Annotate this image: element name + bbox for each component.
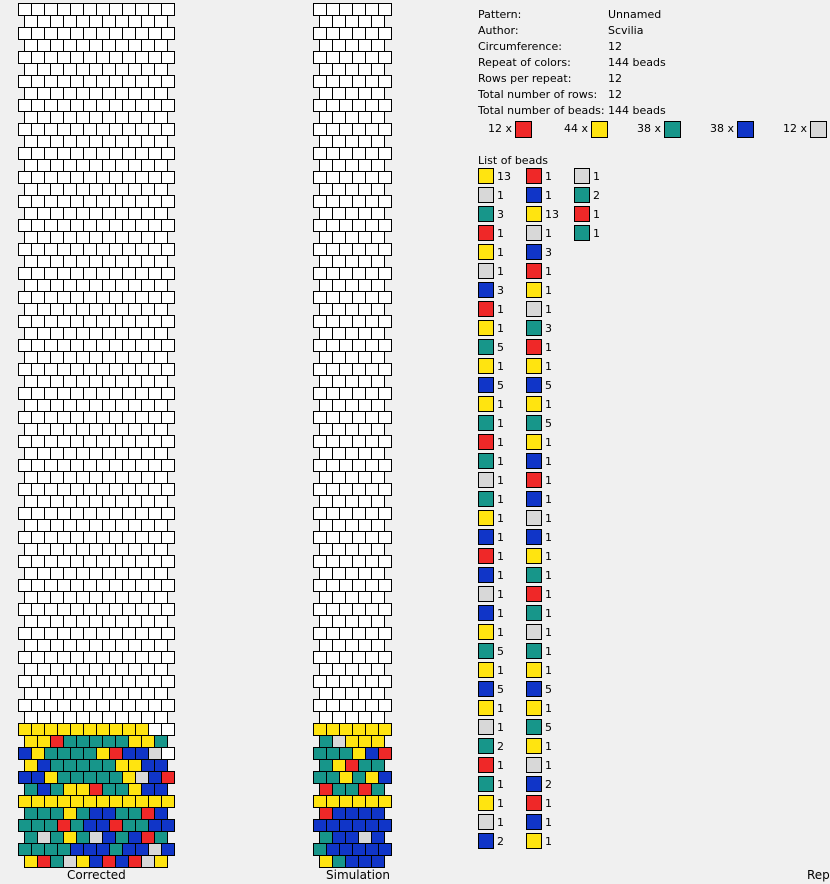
bead-list-item [574,168,600,184]
bead-swatch-yellow [478,795,494,811]
color-swatch [591,121,608,138]
bead [128,855,142,868]
bead-swatch-red [478,225,494,241]
info-value: 12 [608,40,622,53]
bead-swatch-gray [526,757,542,773]
bead-count: 1 [497,797,504,810]
color-count-red [488,120,532,138]
bead-count: 5 [545,379,552,392]
bead-list-item [526,377,552,393]
bead-count: 2 [545,778,552,791]
bead-count: 1 [497,569,504,582]
bead-count: 1 [497,512,504,525]
bead-list-item [478,320,504,336]
bead-swatch-blue [478,567,494,583]
bead-count: 1 [545,740,552,753]
bead-list-item [526,491,552,507]
bead-list-item [526,643,552,659]
bead-count: 1 [545,189,552,202]
bead-list-item [478,586,504,602]
bead-count: 1 [497,626,504,639]
info-label: Circumference: [478,40,562,53]
bead-list-item [526,624,552,640]
bead-list-item [526,415,552,431]
bead-swatch-teal [478,491,494,507]
bead-swatch-gray [478,719,494,735]
bead-count: 1 [545,702,552,715]
bead-list-item [478,510,504,526]
bead-count: 1 [497,436,504,449]
bead-list-item [574,206,600,222]
bead-list-item [526,662,552,678]
bead-swatch-red [478,301,494,317]
bead-swatch-gray [478,586,494,602]
bead-swatch-blue [478,833,494,849]
info-label: Total number of beads: [478,104,605,117]
bead-swatch-gray [526,225,542,241]
bead-swatch-teal [478,415,494,431]
bead-count: 1 [545,436,552,449]
bead-swatch-blue [478,605,494,621]
bead-swatch-yellow [526,662,542,678]
info-value: 144 beads [608,56,666,69]
bead-swatch-teal [478,339,494,355]
bead-list-item [526,301,552,317]
bead-swatch-yellow [478,358,494,374]
bead-list-item [574,187,600,203]
bead-list-item [478,453,504,469]
bead-count: 1 [497,550,504,563]
bead-count: 1 [497,816,504,829]
bead-swatch-gray [574,168,590,184]
bead [141,855,155,868]
bead-list-item [478,757,504,773]
bead-count: 1 [497,588,504,601]
bead-swatch-yellow [526,700,542,716]
bead-count: 1 [545,797,552,810]
bead-list-item [478,339,504,355]
bead-swatch-red [574,206,590,222]
bead-count: 2 [593,189,600,202]
bead-swatch-red [526,168,542,184]
bead-swatch-teal [574,225,590,241]
bead-list-item [478,168,511,184]
bead-list-item [478,415,504,431]
bead-count: 1 [497,759,504,772]
bead [115,855,129,868]
bead [154,855,168,868]
bead-count: 5 [497,379,504,392]
bead-count: 1 [497,778,504,791]
bead-swatch-yellow [478,320,494,336]
bead-list-item [526,719,552,735]
bead-list-item [478,814,504,830]
bead-list-item [526,795,552,811]
color-count-label: 44 x [564,122,589,135]
bead-count: 5 [545,721,552,734]
bead-list-item [478,738,504,754]
bead-list-item [478,548,504,564]
bead-list-item [526,339,552,355]
bead-swatch-teal [526,719,542,735]
info-label: Rows per repeat: [478,72,572,85]
bead-list-item [526,263,552,279]
bead [37,855,51,868]
bead-list-item [526,187,552,203]
bead-list-item [478,624,504,640]
bead-swatch-teal [526,415,542,431]
bead-swatch-gray [526,510,542,526]
bead-list-item [478,358,504,374]
bead-list-item [526,776,552,792]
bead-list-item [526,472,552,488]
bead-swatch-teal [526,643,542,659]
bead-swatch-gray [478,814,494,830]
bead-count: 2 [497,740,504,753]
info-label: Repeat of colors: [478,56,571,69]
color-swatch [810,121,827,138]
bead [102,855,116,868]
bead-list-item [574,225,600,241]
bead-count: 1 [545,303,552,316]
bead-swatch-blue [526,377,542,393]
report-caption: Rep [807,868,830,882]
color-swatch [664,121,681,138]
bead-count: 5 [497,645,504,658]
bead [63,855,77,868]
color-count-gray [783,120,827,138]
bead-list-item [478,643,504,659]
bead-count: 2 [497,835,504,848]
bead-list-item [526,453,552,469]
bead-count: 1 [545,607,552,620]
bead [345,855,359,868]
bead [358,855,372,868]
bead [50,855,64,868]
bead-swatch-blue [478,681,494,697]
bead-list-item [478,719,504,735]
bead-swatch-blue [526,814,542,830]
bead-count: 1 [497,493,504,506]
bead-swatch-teal [574,187,590,203]
bead [371,855,385,868]
bead-count: 3 [497,208,504,221]
bead-list-item [478,795,504,811]
bead-list-item [478,282,504,298]
bead-list-item [526,396,552,412]
bead-list-item [478,700,504,716]
info-value: 12 [608,88,622,101]
bead-swatch-blue [478,377,494,393]
bead-list-item [478,434,504,450]
bead-count: 1 [497,189,504,202]
bead-count: 1 [545,531,552,544]
simulation-pattern-grid [313,3,392,855]
info-value: 12 [608,72,622,85]
bead-swatch-teal [526,320,542,336]
bead-swatch-blue [526,491,542,507]
bead-count: 5 [497,683,504,696]
bead-list-item [526,320,552,336]
bead-swatch-yellow [478,396,494,412]
bead-list-item [478,491,504,507]
bead-count: 1 [593,170,600,183]
bead-count: 1 [545,360,552,373]
bead-swatch-red [478,434,494,450]
bead-count: 1 [497,455,504,468]
bead-list-item [526,282,552,298]
color-count-label: 12 x [488,122,513,135]
info-label: Author: [478,24,519,37]
corrected-pattern-grid [18,3,175,867]
color-count-yellow [564,120,608,138]
bead-list-item [526,586,552,602]
bead-count: 3 [545,246,552,259]
bead-swatch-yellow [526,358,542,374]
bead-count: 5 [545,417,552,430]
bead-swatch-yellow [478,510,494,526]
bead-swatch-red [526,795,542,811]
info-label: Total number of rows: [478,88,598,101]
bead-list-item [526,567,552,583]
bead-swatch-teal [526,605,542,621]
bead-list-item [526,510,552,526]
bead-list-title: List of beads [478,154,549,167]
bead-count: 1 [545,664,552,677]
bead-swatch-red [478,757,494,773]
bead-list-item [478,605,504,621]
bead [332,855,346,868]
bead-swatch-yellow [526,548,542,564]
bead-swatch-teal [478,776,494,792]
bead-list-item [526,244,552,260]
bead-swatch-yellow [526,833,542,849]
bead-swatch-teal [478,738,494,754]
bead-list-item [526,168,552,184]
bead-swatch-teal [526,567,542,583]
bead-swatch-gray [526,624,542,640]
bead-count: 1 [545,626,552,639]
bead-count: 1 [497,322,504,335]
bead-swatch-red [526,472,542,488]
bead-swatch-red [478,548,494,564]
bead-count: 1 [545,588,552,601]
bead-count: 3 [497,284,504,297]
bead-list-item [478,681,504,697]
color-count-label: 12 x [783,122,808,135]
bead-count: 1 [497,246,504,259]
bead-count: 13 [497,170,511,183]
bead-swatch-blue [478,282,494,298]
bead-count: 1 [545,284,552,297]
bead-list-item [526,757,552,773]
bead-list-item [478,301,504,317]
bead-list-item [478,187,504,203]
bead-list-item [526,814,552,830]
bead-list-item [526,225,552,241]
bead-list-item [526,529,552,545]
bead-count: 3 [545,322,552,335]
bead-count: 1 [545,474,552,487]
bead-list-item [526,548,552,564]
bead-count: 1 [545,455,552,468]
info-value: Unnamed [608,8,662,21]
bead-count: 1 [497,721,504,734]
info-label: Pattern: [478,8,522,21]
color-count-label: 38 x [710,122,735,135]
bead-count: 1 [497,664,504,677]
bead-swatch-teal [478,206,494,222]
bead-swatch-teal [478,643,494,659]
bead-list-item [478,472,504,488]
bead-count: 1 [545,835,552,848]
bead-swatch-yellow [526,434,542,450]
color-count-blue [710,120,754,138]
color-counts-legend [488,120,830,140]
bead-count: 1 [497,607,504,620]
simulation-caption: Simulation [326,868,390,882]
bead-count: 1 [497,360,504,373]
info-value: 144 beads [608,104,666,117]
bead-list-item [478,225,504,241]
bead-count: 1 [545,341,552,354]
bead-swatch-yellow [478,168,494,184]
corrected-caption: Corrected [67,868,126,882]
bead [76,855,90,868]
bead-count: 1 [545,816,552,829]
bead-count: 13 [545,208,559,221]
bead-swatch-blue [526,187,542,203]
bead-list-item [478,529,504,545]
bead-swatch-gray [478,472,494,488]
bead-swatch-blue [478,529,494,545]
bead-swatch-yellow [526,738,542,754]
bead-list-item [526,605,552,621]
bead-list-item [526,358,552,374]
bead-list-item [526,833,552,849]
bead-count: 1 [545,512,552,525]
bead [89,855,103,868]
bead-swatch-yellow [478,244,494,260]
bead-swatch-yellow [526,396,542,412]
bead-count: 1 [497,531,504,544]
bead-count: 1 [497,303,504,316]
bead [319,855,333,868]
bead-list-item [526,681,552,697]
bead-count: 1 [545,493,552,506]
bead-swatch-gray [478,187,494,203]
bead-count: 5 [497,341,504,354]
bead-swatch-blue [526,681,542,697]
bead-list-item [526,738,552,754]
bead-count: 1 [497,398,504,411]
bead-count: 1 [545,398,552,411]
bead-list-item [526,206,559,222]
bead-list-item [478,833,504,849]
bead-count: 1 [545,645,552,658]
bead-swatch-yellow [478,700,494,716]
bead-swatch-red [526,263,542,279]
bead-swatch-teal [478,453,494,469]
bead [24,855,38,868]
color-swatch [515,121,532,138]
bead-list-item [478,377,504,393]
bead-count: 1 [545,170,552,183]
bead-swatch-yellow [478,624,494,640]
color-count-label: 38 x [637,122,662,135]
bead-count: 1 [497,417,504,430]
bead-swatch-yellow [526,282,542,298]
bead-swatch-red [526,339,542,355]
bead-count: 1 [497,474,504,487]
bead-swatch-gray [478,263,494,279]
bead-list-item [478,263,504,279]
bead-count: 1 [593,227,600,240]
bead-swatch-gray [526,301,542,317]
bead-count: 1 [545,759,552,772]
bead-count: 5 [545,683,552,696]
color-count-teal [637,120,681,138]
bead-swatch-blue [526,776,542,792]
bead-swatch-red [526,586,542,602]
bead-list-item [478,244,504,260]
bead-count: 1 [545,265,552,278]
bead-swatch-blue [526,453,542,469]
color-swatch [737,121,754,138]
bead-list-item [526,700,552,716]
bead-count: 1 [545,550,552,563]
bead-count: 1 [545,227,552,240]
bead-swatch-blue [526,244,542,260]
bead-count: 1 [497,227,504,240]
bead-count: 1 [545,569,552,582]
bead-list-item [478,662,504,678]
bead-swatch-blue [526,529,542,545]
bead-list-item [526,434,552,450]
bead-list-item [478,776,504,792]
info-value: Scvilia [608,24,644,37]
bead-list-item [478,396,504,412]
bead-count: 1 [497,265,504,278]
bead-list-item [478,567,504,583]
bead-swatch-yellow [526,206,542,222]
bead-swatch-yellow [478,662,494,678]
bead-list-item [478,206,504,222]
bead-count: 1 [593,208,600,221]
bead-count: 1 [497,702,504,715]
